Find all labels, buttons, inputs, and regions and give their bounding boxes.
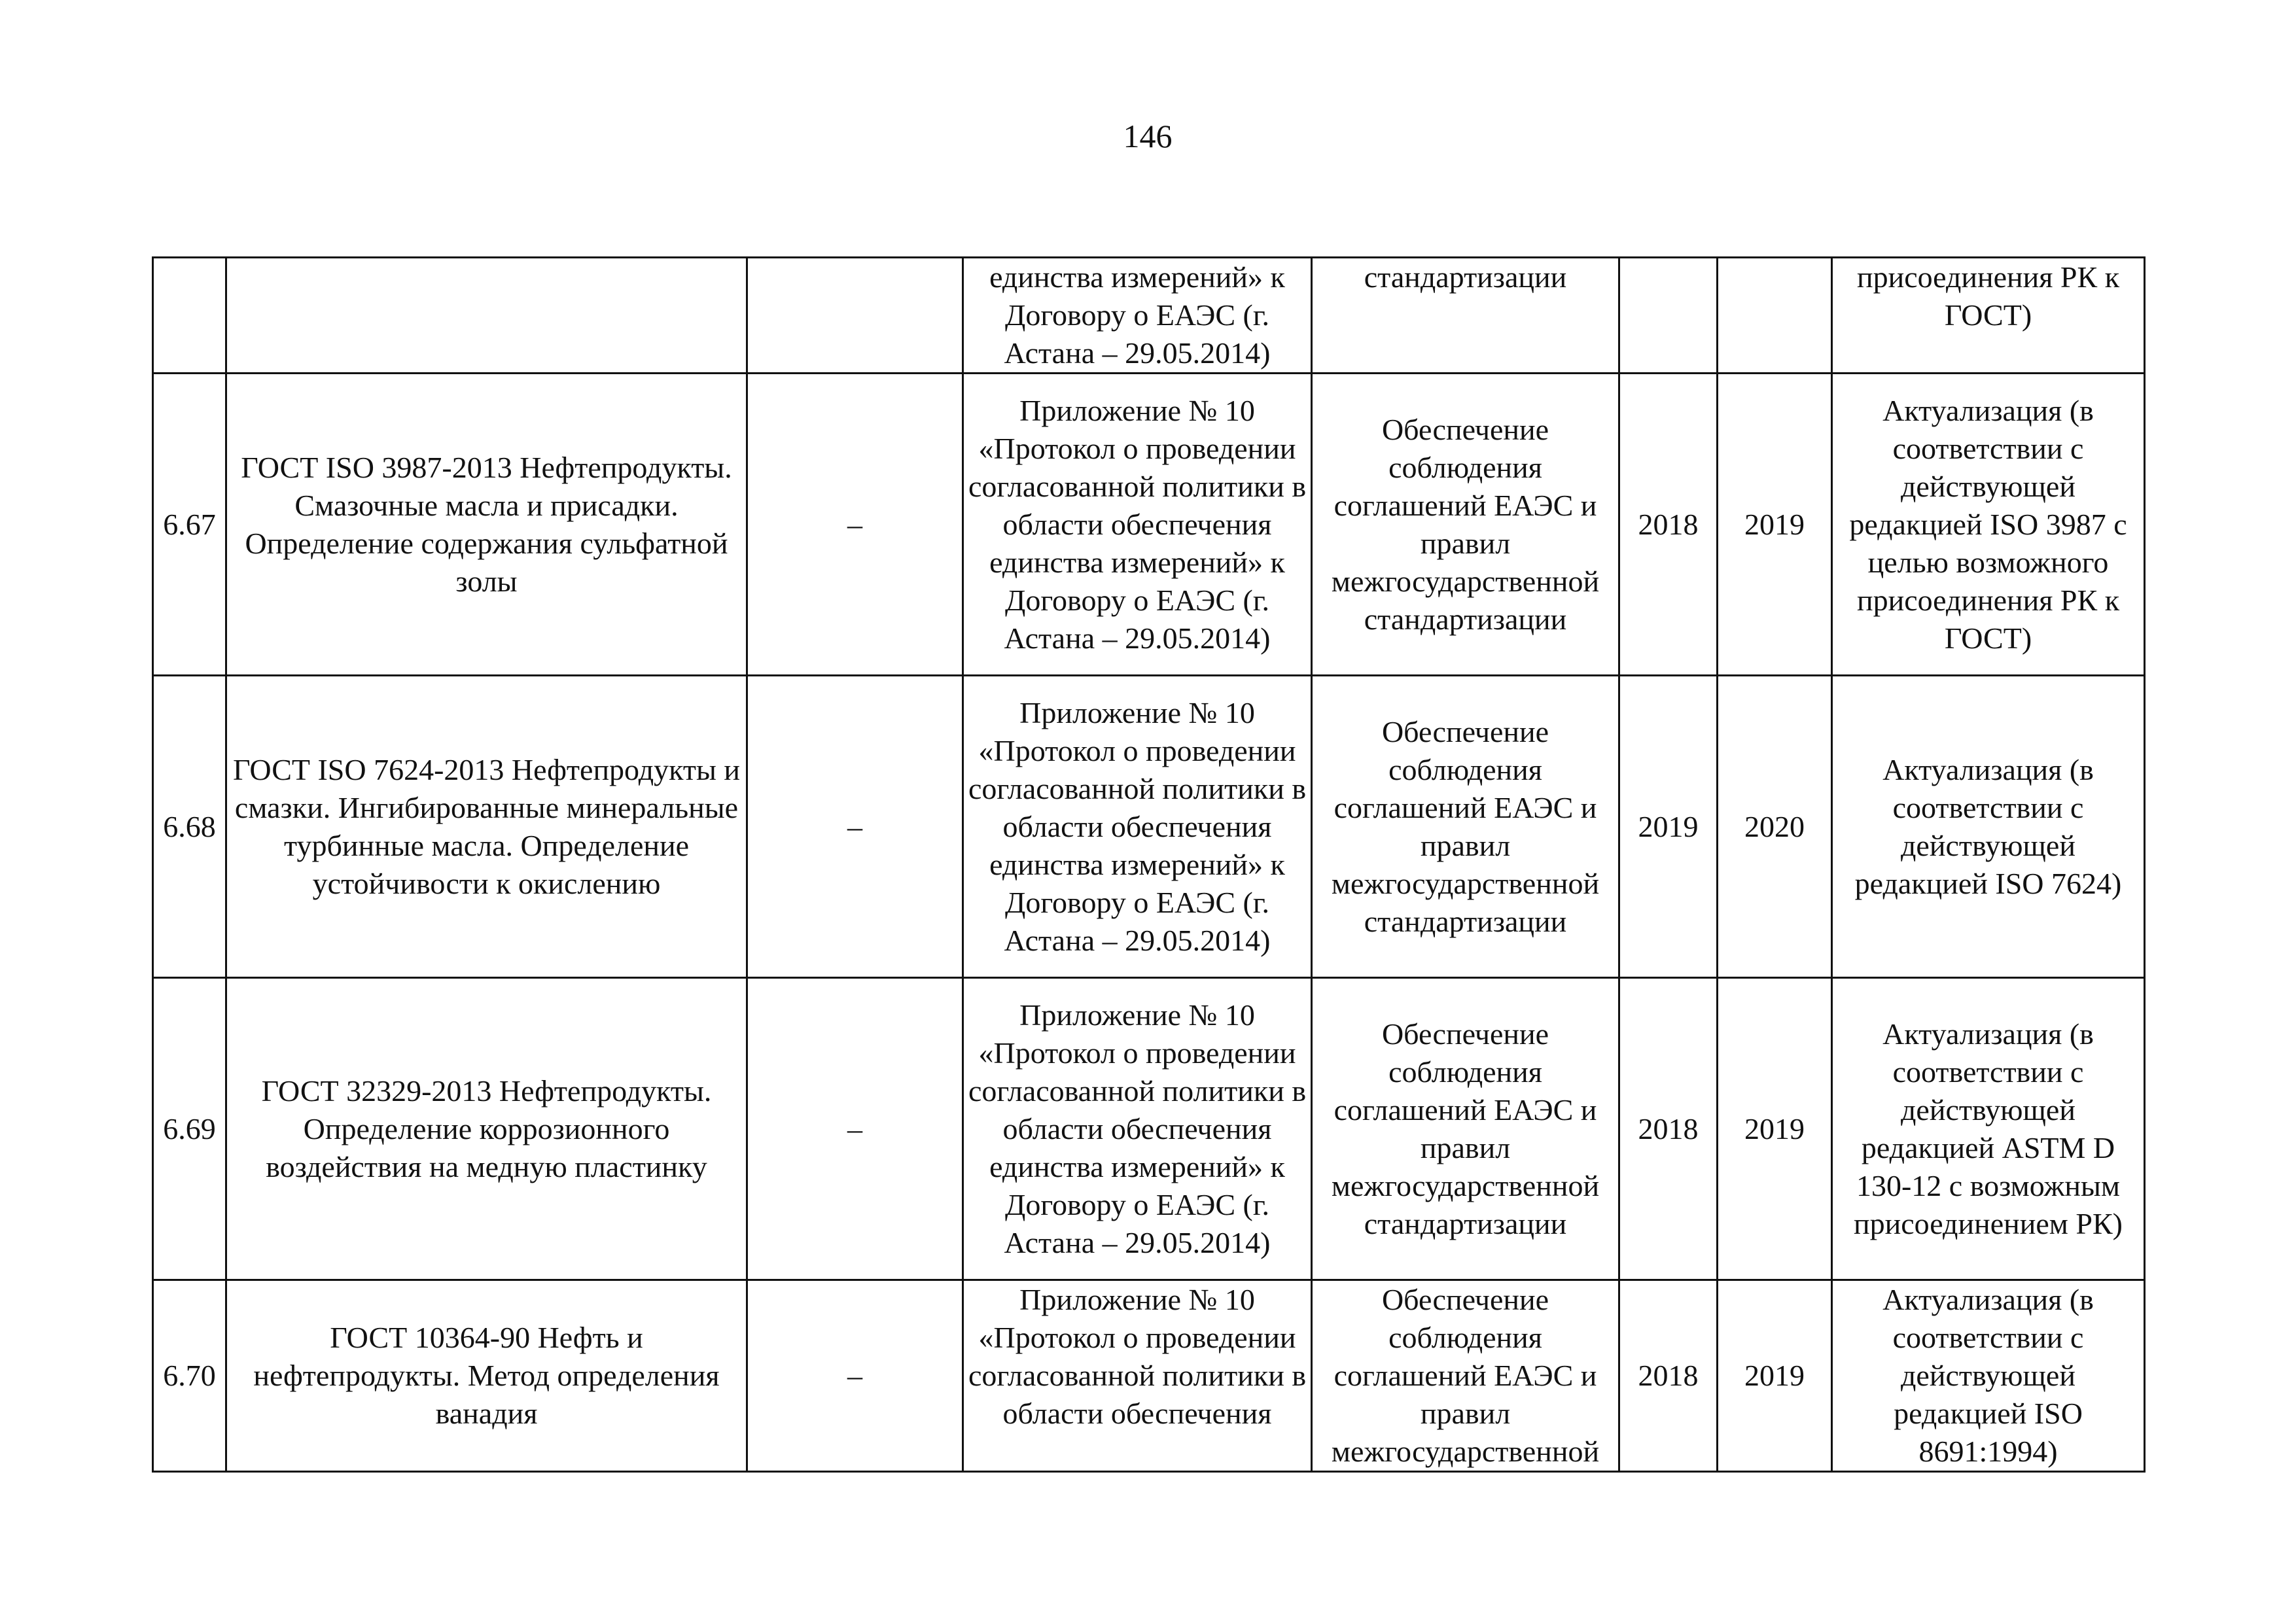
cell-document: –: [747, 374, 963, 676]
cell-purpose: Обеспечение соблюдения соглашений ЕАЭС и правил межгосударственной стандартизации: [1312, 374, 1619, 676]
cell-note: Актуализация (в соответствии с действующей редакцией ASTM D 130-12 с возможным присоединением РК): [1832, 978, 2145, 1280]
cell-start-year: [1619, 258, 1718, 374]
cell-document: –: [747, 1280, 963, 1472]
table-row: [153, 978, 2145, 1280]
table-row: [153, 374, 2145, 676]
cell-note: Актуализация (в соответствии с действующей редакцией ISO 7624): [1832, 676, 2145, 978]
cell-end-year: 2019: [1718, 1280, 1832, 1472]
cell-number: 6.68: [153, 676, 226, 978]
cell-number: [153, 258, 226, 374]
cell-purpose: Обеспечение соблюдения соглашений ЕАЭС и правил межгосударственной стандартизации: [1312, 676, 1619, 978]
cell-purpose: Обеспечение соблюдения соглашений ЕАЭС и правил межгосударственной стандартизации: [1312, 978, 1619, 1280]
cell-purpose: Обеспечение соблюдения соглашений ЕАЭС и правил межгосударственной: [1312, 1280, 1619, 1472]
standards-table: [152, 256, 2146, 1473]
page-number: 146: [1123, 118, 1173, 154]
cell-document: –: [747, 978, 963, 1280]
cell-number: 6.67: [153, 374, 226, 676]
cell-end-year: 2019: [1718, 978, 1832, 1280]
cell-end-year: [1718, 258, 1832, 374]
cell-basis: Приложение № 10 «Протокол о проведении согласованной политики в области обеспечения единства измерений» к Договору о ЕАЭС (г. Астана – 29.05.2014): [963, 676, 1312, 978]
cell-note: Актуализация (в соответствии с действующей редакцией ISO 3987 с целью возможного присоединения РК к ГОСТ): [1832, 374, 2145, 676]
cell-standard: ГОСТ 10364-90 Нефть и нефтепродукты. Метод определения ванадия: [226, 1280, 747, 1472]
cell-end-year: 2019: [1718, 374, 1832, 676]
cell-standard: ГОСТ 32329-2013 Нефтепродукты. Определение коррозионного воздействия на медную пластинку: [226, 978, 747, 1280]
cell-basis: Приложение № 10 «Протокол о проведении согласованной политики в области обеспечения единства измерений» к Договору о ЕАЭС (г. Астана – 29.05.2014): [963, 978, 1312, 1280]
cell-document: [747, 258, 963, 374]
cell-standard: ГОСТ ISO 7624-2013 Нефтепродукты и смазки. Ингибированные минеральные турбинные масла. Определение устойчивости к окислению: [226, 676, 747, 978]
cell-number: 6.70: [153, 1280, 226, 1472]
cell-document: –: [747, 676, 963, 978]
cell-standard: ГОСТ ISO 3987-2013 Нефтепродукты. Смазочные масла и присадки. Определение содержания сульфатной золы: [226, 374, 747, 676]
table-row: [153, 676, 2145, 978]
cell-start-year: 2018: [1619, 374, 1718, 676]
cell-basis: Приложение № 10 «Протокол о проведении согласованной политики в области обеспечения: [963, 1280, 1312, 1472]
cell-end-year: 2020: [1718, 676, 1832, 978]
cell-note: Актуализация (в соответствии с действующей редакцией ISO 8691:1994): [1832, 1280, 2145, 1472]
cell-basis: Приложение № 10 «Протокол о проведении согласованной политики в области обеспечения единства измерений» к Договору о ЕАЭС (г. Астана – 29.05.2014): [963, 374, 1312, 676]
cell-start-year: 2018: [1619, 1280, 1718, 1472]
table-row-continuation: [153, 258, 2145, 374]
cell-basis: единства измерений» к Договору о ЕАЭС (г. Астана – 29.05.2014): [963, 258, 1312, 374]
cell-standard: [226, 258, 747, 374]
cell-purpose: стандартизации: [1312, 258, 1619, 374]
table-row: [153, 1280, 2145, 1472]
cell-start-year: 2019: [1619, 676, 1718, 978]
cell-start-year: 2018: [1619, 978, 1718, 1280]
cell-note: присоединения РК к ГОСТ): [1832, 258, 2145, 374]
cell-number: 6.69: [153, 978, 226, 1280]
